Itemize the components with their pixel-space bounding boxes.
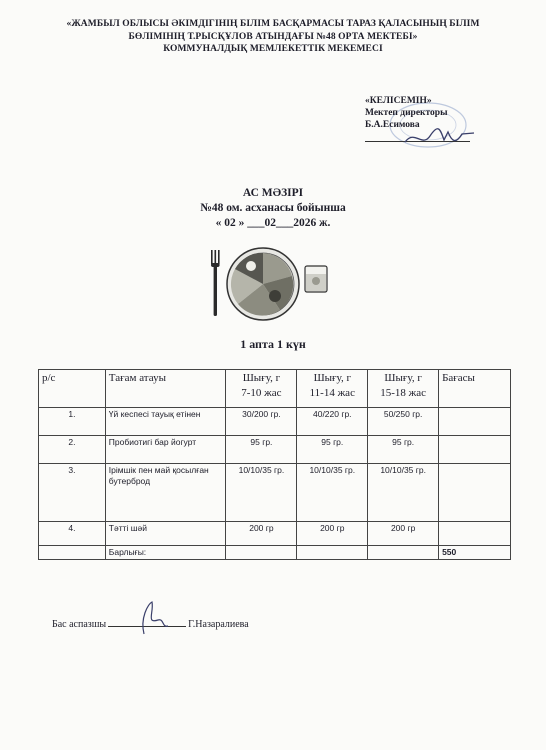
table-row <box>39 522 511 546</box>
col-header-age-15-18: Шығу, г 15-18 жас <box>368 370 439 408</box>
total-value: 550 <box>439 546 511 560</box>
portion-15-18: 200 гр <box>368 522 439 546</box>
chef-name: Г.Назаралиева <box>188 619 249 630</box>
price-cell <box>439 522 511 546</box>
total-empty <box>226 546 297 560</box>
chef-signature-icon <box>132 598 172 638</box>
price-cell <box>439 436 511 464</box>
col-header-age-7-10: Шығу, г 7-10 жас <box>226 370 297 408</box>
col-header-dish: Тағам атауы <box>105 370 226 408</box>
title-line-1: АС МӘЗІРІ <box>242 187 304 199</box>
row-num: 3. <box>39 464 106 522</box>
portion-7-10: 200 гр <box>226 522 297 546</box>
dish-name: Үй кеспесі тауық етінен <box>105 408 226 436</box>
header-line-1: «ЖАМБЫЛ ОБЛЫСЫ ӘКІМДІГІНІҢ БІЛІМ БАСҚАРМАСЫ ТАРАЗ ҚАЛАСЫНЫҢ БІЛІМ <box>66 19 480 29</box>
director-signature-icon <box>400 124 480 152</box>
total-empty <box>368 546 439 560</box>
row-num: 1. <box>39 408 106 436</box>
total-empty <box>39 546 106 560</box>
row-num: 4. <box>39 522 106 546</box>
portion-7-10: 95 гр. <box>226 436 297 464</box>
title-date: « 02 » ___02___2026 ж. <box>215 217 331 229</box>
portion-11-14: 200 гр <box>297 522 368 546</box>
table-row <box>39 408 511 436</box>
dish-name: Пробиотигі бар йогурт <box>105 436 226 464</box>
menu-title <box>120 186 426 231</box>
portion-11-14: 40/220 гр. <box>297 408 368 436</box>
chef-label: Бас аспазшы <box>52 619 107 630</box>
row-num: 2. <box>39 436 106 464</box>
week-day-label: 1 апта 1 күн <box>240 337 306 351</box>
portion-15-18: 95 гр. <box>368 436 439 464</box>
portion-11-14: 95 гр. <box>297 436 368 464</box>
header-line-3: КОММУНАЛДЫҚ МЕМЛЕКЕТТІК МЕКЕМЕСІ <box>163 44 383 54</box>
portion-11-14: 10/10/35 гр. <box>297 464 368 522</box>
dish-name: Ірімшік пен май қосылған бутерброд <box>105 464 226 522</box>
school-header <box>30 18 516 56</box>
approval-label: «КЕЛІСЕМІН» <box>365 96 432 106</box>
col-header-num: р/с <box>39 370 106 408</box>
director-position: Мектеп директоры <box>365 108 448 118</box>
menu-table <box>38 369 511 560</box>
price-cell <box>439 408 511 436</box>
total-label: Барлығы: <box>105 546 226 560</box>
food-plate-icon <box>205 244 335 324</box>
dish-name: Тәтті шәй <box>105 522 226 546</box>
portion-15-18: 10/10/35 гр. <box>368 464 439 522</box>
col-header-price: Бағасы <box>439 370 511 408</box>
table-row <box>39 436 511 464</box>
total-row <box>39 546 511 560</box>
portion-15-18: 50/250 гр. <box>368 408 439 436</box>
portion-7-10: 30/200 гр. <box>226 408 297 436</box>
table-header-row <box>39 370 511 408</box>
director-name: Б.А.Есимова <box>365 120 420 130</box>
header-line-2: БӨЛІМІНІҢ Т.РЫСҚҰЛОВ АТЫНДАҒЫ №48 ОРТА МЕКТЕБІ» <box>128 31 418 42</box>
price-cell <box>439 464 511 522</box>
table-row <box>39 464 511 522</box>
title-line-2: №48 ом. асханасы бойынша <box>200 202 346 214</box>
portion-7-10: 10/10/35 гр. <box>226 464 297 522</box>
total-empty <box>297 546 368 560</box>
col-header-age-11-14: Шығу, г 11-14 жас <box>297 370 368 408</box>
